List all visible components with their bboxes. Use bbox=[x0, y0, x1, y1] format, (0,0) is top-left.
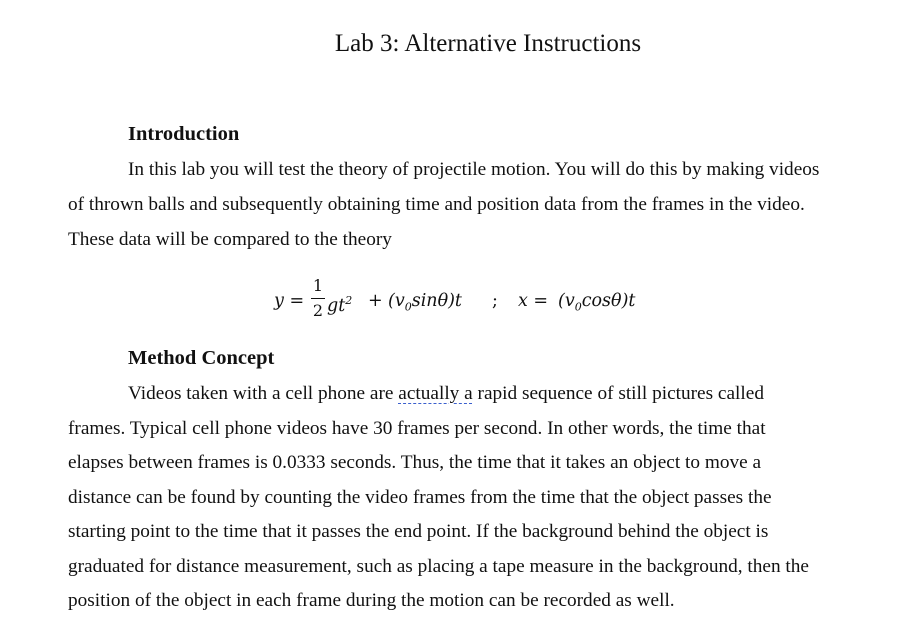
fraction-numerator: 1 bbox=[312, 276, 324, 295]
term-gt-exponent: 2 bbox=[345, 294, 353, 307]
term-vsin-rest: sinθ)t bbox=[411, 291, 462, 311]
equation-fraction bbox=[311, 276, 325, 321]
term-vcos-rest: cosθ)t bbox=[581, 291, 636, 311]
equation-term-vsin bbox=[388, 289, 462, 320]
term-gt: gt bbox=[327, 295, 346, 316]
equation-x-lhs: x = bbox=[518, 291, 549, 311]
fraction-bar bbox=[311, 298, 325, 299]
grammar-flagged-text[interactable]: actually a bbox=[398, 383, 473, 404]
method-line-4: distance can be found by counting the video frames from the time that the object passes the bbox=[68, 487, 772, 508]
section-heading-method-concept: Method Concept bbox=[128, 347, 275, 369]
intro-line-3: These data will be compared to the theory bbox=[68, 229, 392, 250]
section-heading-introduction: Introduction bbox=[128, 123, 240, 145]
equation-plus: + bbox=[368, 291, 383, 311]
fraction-denominator: 2 bbox=[312, 301, 324, 320]
term-vsin-sub: 0 bbox=[404, 300, 412, 314]
intro-line-2: of thrown balls and subsequently obtaining time and position data from the frames in the video. bbox=[68, 194, 805, 215]
method-line-1 bbox=[128, 381, 764, 407]
method-line-5: starting point to the time that it passes the end point. If the background behind the object is bbox=[68, 521, 769, 542]
method-line-1-after: rapid sequence of still pictures called bbox=[472, 383, 764, 404]
intro-line-1: In this lab you will test the theory of projectile motion. You will do this by making videos bbox=[128, 159, 820, 180]
equation-separator: ; bbox=[492, 291, 498, 311]
method-line-3: elapses between frames is 0.0333 seconds. Thus, the time that it takes an object to move a bbox=[68, 452, 762, 473]
method-line-1-before: Videos taken with a cell phone are bbox=[128, 383, 399, 404]
equation-y-lhs: y = bbox=[274, 291, 305, 311]
equation-term-vcos bbox=[558, 289, 635, 320]
term-vcos-open: (v bbox=[558, 291, 575, 311]
term-vcos-sub: 0 bbox=[574, 300, 582, 314]
equation-term-gt bbox=[327, 289, 352, 318]
method-line-7: position of the object in each frame during the motion can be recorded as well. bbox=[68, 590, 675, 611]
document-title: Lab 3: Alternative Instructions bbox=[334, 30, 642, 57]
method-line-6: graduated for distance measurement, such as placing a tape measure in the background, then the bbox=[68, 556, 809, 577]
method-line-2: frames. Typical cell phone videos have 30 frames per second. In other words, the time that bbox=[68, 418, 766, 439]
term-vsin-open: (v bbox=[388, 291, 405, 311]
